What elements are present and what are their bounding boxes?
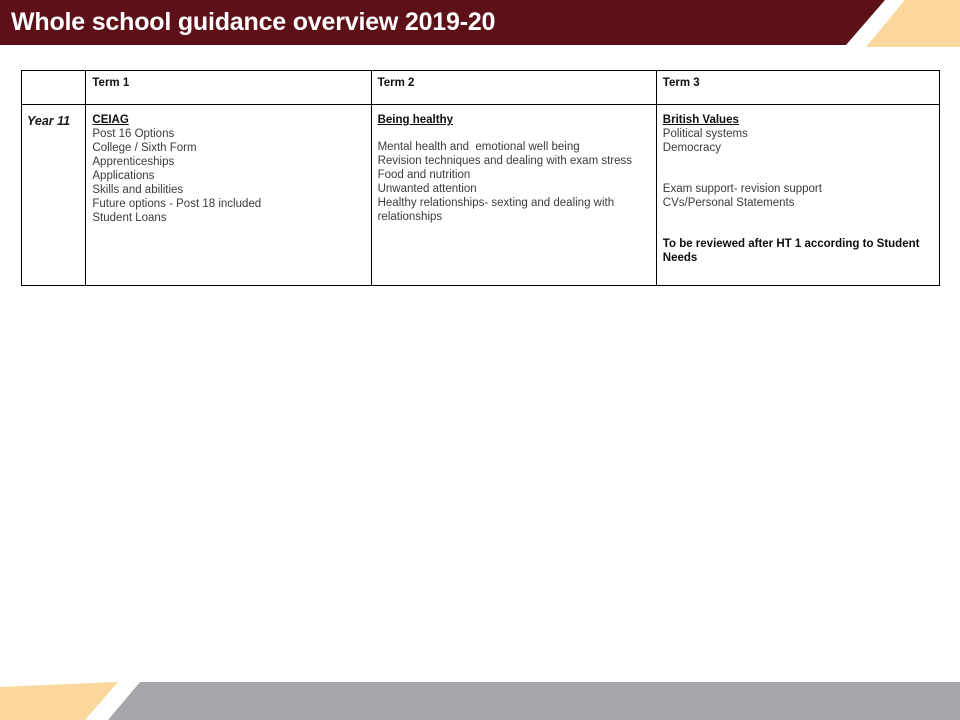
term3-content-block bbox=[657, 105, 939, 271]
term3-review-note: To be reviewed after HT 1 according to Student Needs bbox=[662, 238, 923, 265]
term2-line: Revision techniques and dealing with exam stress bbox=[377, 155, 633, 168]
top-banner bbox=[0, 0, 960, 50]
guidance-overview-table-wrapper bbox=[21, 70, 940, 286]
spacer bbox=[663, 155, 934, 182]
header-label-term3: Term 3 bbox=[662, 77, 700, 89]
term1-line: Applications bbox=[92, 170, 155, 183]
header-label-corner bbox=[22, 71, 85, 77]
cell-term1-content bbox=[86, 105, 371, 286]
term2-content-block bbox=[372, 105, 656, 230]
term1-content-block bbox=[86, 105, 370, 231]
term2-line: Unwanted attention bbox=[377, 183, 477, 196]
page-title: Whole school guidance overview 2019-20 bbox=[11, 8, 496, 36]
term1-heading: CEIAG bbox=[92, 114, 129, 126]
cell-year-label bbox=[22, 105, 86, 286]
year-group-label: Year 11 bbox=[27, 114, 71, 128]
term2-line: Food and nutrition bbox=[377, 169, 471, 182]
term2-line: Mental health and emotional well being bbox=[377, 141, 580, 154]
bottom-banner bbox=[0, 668, 960, 720]
spacer bbox=[663, 210, 934, 237]
bottom-banner-shapes bbox=[0, 668, 960, 720]
term3-line: CVs/Personal Statements bbox=[662, 197, 795, 210]
header-cell-term3 bbox=[656, 71, 939, 105]
spacer bbox=[378, 127, 651, 140]
term2-heading: Being healthy bbox=[377, 114, 453, 126]
term3-heading: British Values bbox=[662, 114, 739, 126]
cell-term3-content bbox=[656, 105, 939, 286]
header-label-term2: Term 2 bbox=[377, 77, 415, 89]
peach-footer-shape bbox=[0, 682, 118, 720]
term2-line: Healthy relationships- sexting and dealing with relationships bbox=[377, 197, 618, 224]
term1-line: Apprenticeships bbox=[92, 156, 175, 169]
term1-line: Skills and abilities bbox=[92, 184, 184, 197]
table-header-row bbox=[22, 71, 940, 105]
header-cell-term1 bbox=[86, 71, 371, 105]
term1-line: Future options - Post 18 included bbox=[92, 198, 262, 211]
header-cell-corner bbox=[22, 71, 86, 105]
term3-line: Exam support- revision support bbox=[662, 183, 822, 196]
gray-footer-shape bbox=[108, 682, 960, 720]
guidance-overview-table bbox=[21, 70, 940, 286]
term1-line: College / Sixth Form bbox=[92, 142, 197, 155]
term1-line: Student Loans bbox=[92, 212, 167, 225]
peach-accent-shape bbox=[866, 0, 960, 47]
header-cell-term2 bbox=[371, 71, 656, 105]
header-label-term1: Term 1 bbox=[92, 77, 130, 89]
cell-term2-content bbox=[371, 105, 656, 286]
term3-line: Democracy bbox=[662, 142, 721, 155]
term1-line: Post 16 Options bbox=[92, 128, 175, 141]
table-row bbox=[22, 105, 940, 286]
term3-line: Political systems bbox=[662, 128, 748, 141]
